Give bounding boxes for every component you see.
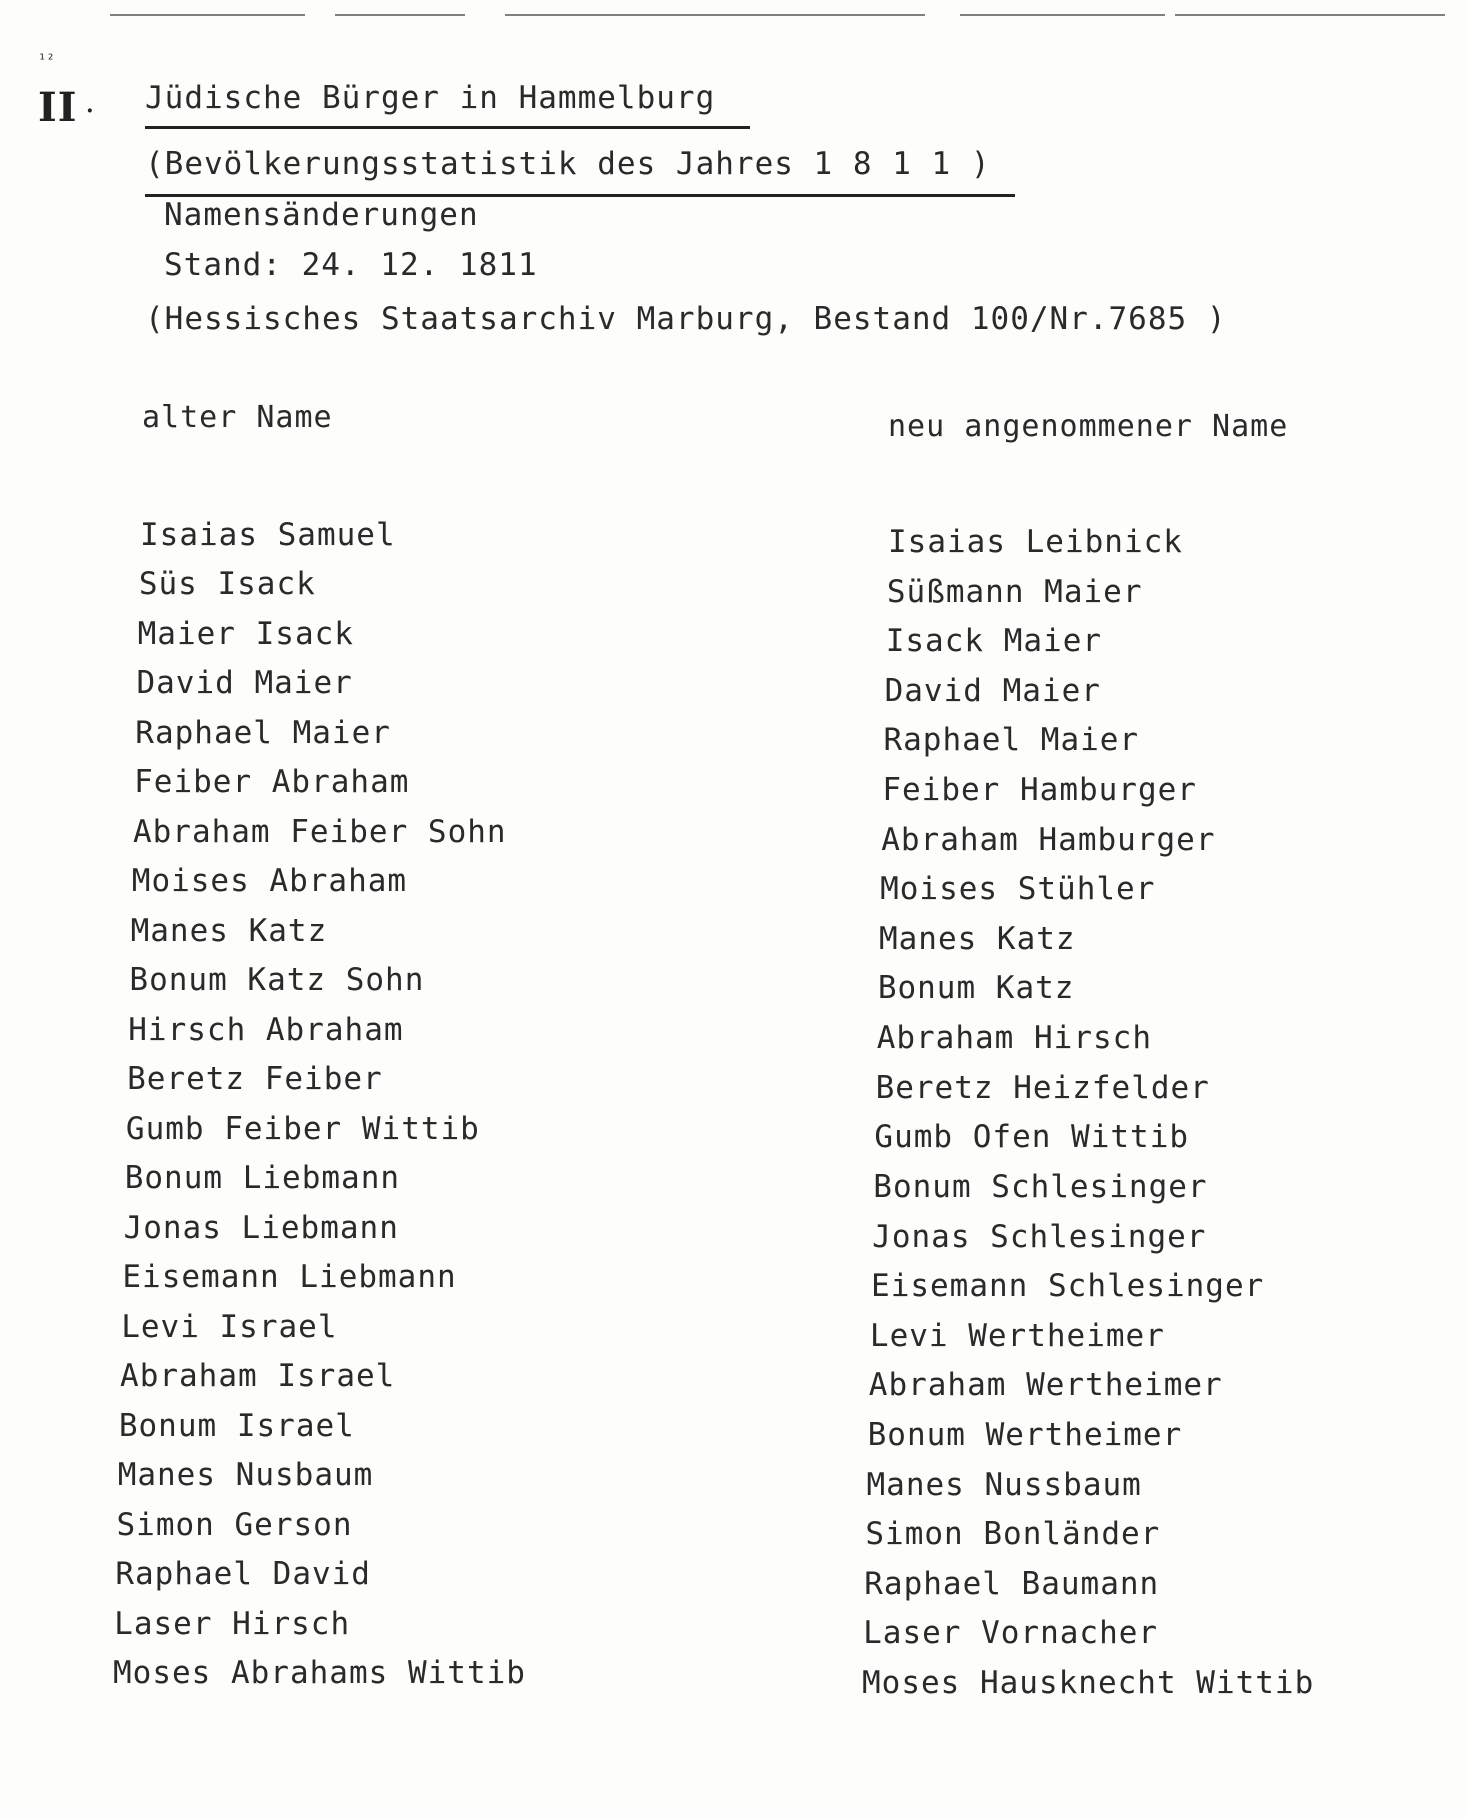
new-name: Levi Wertheimer <box>869 1317 1165 1354</box>
new-name: Beretz Heizfelder <box>875 1069 1210 1106</box>
old-name: Süs Isack <box>138 566 316 603</box>
old-name: Abraham Feiber Sohn <box>132 813 507 850</box>
section-number-dot: · <box>86 98 95 124</box>
old-name: Levi Israel <box>121 1308 338 1345</box>
new-name: Isack Maier <box>885 623 1103 660</box>
new-name: Moses Hausknecht Wittib <box>862 1665 1315 1701</box>
new-name: Abraham Hirsch <box>876 1020 1152 1057</box>
old-name: Bonum Katz Sohn <box>129 962 425 999</box>
old-name: Hirsch Abraham <box>128 1011 404 1048</box>
old-name: Manes Katz <box>130 912 328 949</box>
date-line: Stand: 24. 12. 1811 <box>164 247 538 283</box>
old-name: Bonum Israel <box>118 1407 355 1444</box>
old-name: Maier Isack <box>137 615 354 652</box>
top-edge-rule <box>335 14 465 16</box>
old-name: Gumb Feiber Wittib <box>125 1110 480 1147</box>
section-number <box>38 84 95 131</box>
old-name: Manes Nusbaum <box>117 1457 374 1494</box>
old-name: Jonas Liebmann <box>123 1209 399 1246</box>
page-title: Jüdische Bürger in Hammelburg <box>145 80 716 116</box>
new-name: Feiber Hamburger <box>882 772 1197 809</box>
old-name: Simon Gerson <box>116 1506 353 1543</box>
new-name: Isaias Leibnick <box>888 524 1183 560</box>
top-edge-rule <box>505 14 925 16</box>
old-name: Laser Hirsch <box>114 1605 351 1642</box>
old-name: Abraham Israel <box>120 1358 396 1395</box>
new-name: Laser Vornacher <box>863 1615 1159 1652</box>
new-name: Jonas Schlesinger <box>872 1218 1207 1255</box>
new-name: Raphael Maier <box>883 722 1140 759</box>
new-name: Manes Nussbaum <box>866 1466 1142 1503</box>
old-name: Isaias Samuel <box>140 517 396 553</box>
new-name-column-header: neu angenommener Name <box>888 409 1289 444</box>
source-line: (Hessisches Staatsarchiv Marburg, Bestand 100/Nr.7685 ) <box>145 301 1227 337</box>
old-name: Beretz Feiber <box>127 1061 383 1098</box>
new-name: Raphael Baumann <box>864 1565 1160 1602</box>
old-name: Raphael Maier <box>135 714 391 751</box>
title-underline <box>145 126 750 129</box>
new-name: Abraham Wertheimer <box>868 1367 1223 1404</box>
new-name: Simon Bonländer <box>865 1516 1161 1553</box>
old-name: Feiber Abraham <box>134 764 410 801</box>
new-name: Eisemann Schlesinger <box>871 1268 1265 1305</box>
page-subtitle: (Bevölkerungsstatistik des Jahres 1 8 1 1 ) <box>145 146 991 182</box>
new-name: Bonum Schlesinger <box>873 1168 1208 1205</box>
new-name: David Maier <box>884 672 1101 709</box>
old-name: Eisemann Liebmann <box>122 1259 457 1296</box>
top-edge-rule <box>110 14 305 16</box>
old-name: Bonum Liebmann <box>124 1160 401 1197</box>
new-name: Moises Stühler <box>880 871 1156 908</box>
section-number-text: II <box>38 84 78 131</box>
old-name: Moses Abrahams Wittib <box>113 1655 526 1691</box>
top-edge-rule <box>960 14 1165 16</box>
new-name: Bonum Katz <box>877 970 1075 1007</box>
new-name: Manes Katz <box>878 920 1076 957</box>
old-name: Raphael David <box>115 1556 371 1593</box>
old-name-column-header: alter Name <box>142 400 333 435</box>
new-name: Bonum Wertheimer <box>867 1416 1183 1453</box>
new-name: Abraham Hamburger <box>881 821 1216 858</box>
new-name: Süßmann Maier <box>886 573 1143 610</box>
old-name: Moises Abraham <box>131 863 408 900</box>
name-changes-line: Namensänderungen <box>164 197 479 233</box>
margin-mark: ¹² <box>38 52 55 68</box>
new-name: Gumb Ofen Wittib <box>874 1119 1190 1156</box>
top-edge-rule <box>1175 14 1445 16</box>
old-name: David Maier <box>136 665 353 702</box>
